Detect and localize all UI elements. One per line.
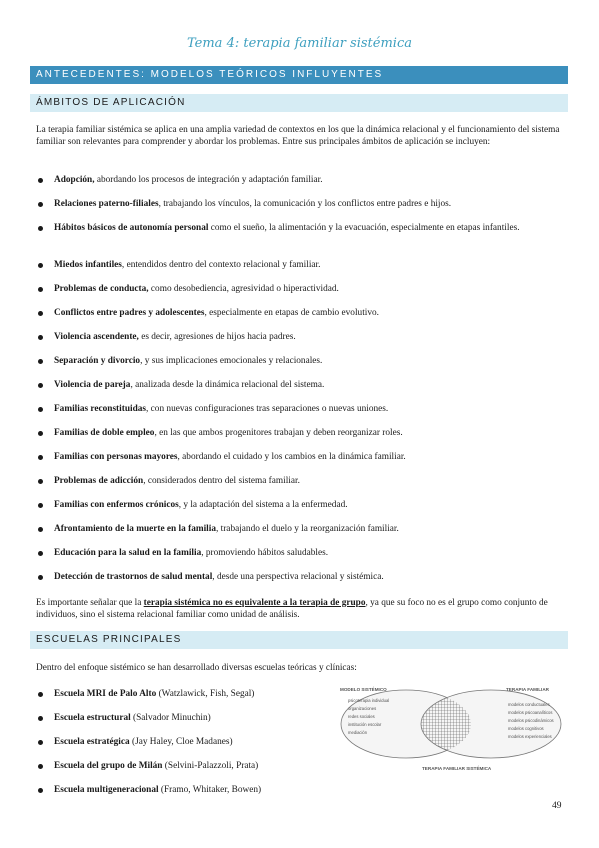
bullet-icon: [38, 692, 43, 697]
application-item: [54, 380, 534, 392]
bullet-icon: [38, 788, 43, 793]
bullet-icon: [38, 455, 43, 460]
school-item: [54, 785, 334, 797]
diagram-right-item: modelos conductuales: [508, 702, 550, 707]
diagram-left-item: institución escolar: [348, 722, 382, 727]
document-title: Tema 4: terapia familiar sistémica: [187, 36, 412, 51]
application-item: [54, 260, 534, 272]
bullet-icon: [38, 431, 43, 436]
diagram-right-item: modelos cognitivos: [508, 726, 544, 731]
bullet-icon: [38, 311, 43, 316]
item-description: , en las que ambos progenitores trabajan y deben reorganizar roles.: [154, 428, 403, 438]
item-term: Detección de trastornos de salud mental: [54, 572, 213, 582]
bullet-icon: [38, 287, 43, 292]
application-item: [54, 524, 534, 536]
item-description: , y la adaptación del sistema a la enfermedad.: [178, 500, 348, 510]
application-item: [54, 175, 534, 187]
bullet-icon: [38, 263, 43, 268]
application-item: [54, 284, 534, 296]
application-item: [54, 332, 534, 344]
bullet-icon: [38, 407, 43, 412]
item-term: Violencia ascendente,: [54, 332, 139, 342]
note-paragraph: [36, 597, 566, 621]
school-item: [54, 713, 334, 725]
school-authors: (Selvini-Palazzoli, Prata): [162, 761, 259, 771]
school-name: Escuela del grupo de Milán: [54, 761, 163, 771]
page-number: 49: [552, 801, 562, 811]
diagram-right-item: modelos experienciales: [508, 734, 552, 739]
bullet-icon: [38, 226, 43, 231]
item-term: Hábitos básicos de autonomía personal: [54, 223, 209, 233]
diagram-left-item: organizaciones: [348, 706, 377, 711]
bullet-icon: [38, 764, 43, 769]
school-item: [54, 689, 334, 701]
application-item: [54, 548, 534, 560]
application-item: [54, 356, 534, 368]
application-item: [54, 452, 534, 464]
bullet-icon: [38, 479, 43, 484]
bullet-icon: [38, 503, 43, 508]
item-term: Problemas de conducta,: [54, 284, 149, 294]
item-description: es decir, agresiones de hijos hacia padres.: [138, 332, 296, 342]
item-description: , trabajando el duelo y la reorganización familiar.: [215, 524, 399, 534]
school-name: Escuela estructural: [54, 713, 131, 723]
application-item: [54, 476, 534, 488]
item-term: Familias reconstituidas: [54, 404, 147, 414]
item-description: abordando los procesos de integración y adaptación familiar.: [94, 175, 323, 185]
item-description: , especialmente en etapas de cambio evolutivo.: [204, 308, 379, 318]
diagram-right-item: modelos psicodinámicos: [508, 718, 554, 723]
section-heading-ambitos: ÁMBITOS DE APLICACIÓN: [30, 94, 568, 112]
application-item: [54, 404, 534, 416]
schools-intro: Dentro del enfoque sistémico se han desarrollado diversas escuelas teóricas y clínicas:: [36, 663, 357, 673]
item-term: Familias con enfermos crónicos: [54, 500, 179, 510]
item-description: , abordando el cuidado y los cambios en la dinámica familiar.: [177, 452, 406, 462]
bullet-icon: [38, 527, 43, 532]
item-term: Violencia de pareja: [54, 380, 131, 390]
item-description: , y sus implicaciones emocionales y relacionales.: [140, 356, 323, 366]
diagram-bottom-label: TERAPIA FAMILIAR SISTÉMICA: [422, 766, 492, 771]
application-item: [54, 199, 534, 211]
bullet-icon: [38, 551, 43, 556]
item-term: Problemas de adicción: [54, 476, 144, 486]
item-term: Separación y divorcio: [54, 356, 141, 366]
school-item: [54, 761, 334, 773]
school-name: Escuela MRI de Palo Alto: [54, 689, 157, 699]
application-item: [54, 428, 534, 440]
item-description: , desde una perspectiva relacional y sistémica.: [212, 572, 384, 582]
item-term: Educación para la salud en la familia: [54, 548, 202, 558]
item-term: Miedos infantiles: [54, 260, 122, 270]
item-description: , considerados dentro del sistema familiar.: [143, 476, 300, 486]
bullet-icon: [38, 716, 43, 721]
diagram-right-item: modelos psicoanalíticos: [508, 710, 553, 715]
application-item: [54, 308, 534, 320]
item-term: Familias de doble empleo: [54, 428, 155, 438]
item-term: Conflictos entre padres y adolescentes: [54, 308, 205, 318]
application-item: [54, 223, 534, 235]
item-term: Adopción,: [54, 175, 95, 185]
bullet-icon: [38, 335, 43, 340]
item-description: , analizada desde la dinámica relacional del sistema.: [130, 380, 325, 390]
diagram-left-label: MODELO SISTÉMICO: [340, 687, 387, 692]
section-banner: ANTECEDENTES: MODELOS TEÓRICOS INFLUYENTES: [30, 66, 568, 84]
intro-paragraph: La terapia familiar sistémica se aplica en una amplia variedad de contextos en los que la dinámica relacional y el funcionamiento del sistema familiar son relevantes para comprender y abordar los problemas. Entre sus principales ámbitos de aplicación se incluyen:: [36, 125, 560, 147]
application-item: [54, 572, 534, 584]
school-authors: (Jay Haley, Cloe Madanes): [129, 737, 233, 747]
item-term: Afrontamiento de la muerte en la familia: [54, 524, 216, 534]
school-name: Escuela estratégica: [54, 737, 130, 747]
item-description: como desobediencia, agresividad o hiperactividad.: [148, 284, 339, 294]
note-text-start: Es importante señalar que la: [36, 598, 144, 608]
item-term: Relaciones paterno-filiales: [54, 199, 159, 209]
diagram-left-item: psicoterapia individual: [348, 698, 390, 703]
bullet-icon: [38, 178, 43, 183]
diagram-right-label: TERAPIA FAMILIAR: [506, 687, 549, 692]
item-description: , trabajando los vínculos, la comunicación y los conflictos entre padres e hijos.: [158, 199, 452, 209]
school-authors: (Salvador Minuchin): [130, 713, 211, 723]
school-authors: (Framo, Whitaker, Bowen): [158, 785, 262, 795]
item-description: , con nuevas configuraciones tras separaciones o nuevas uniones.: [146, 404, 389, 414]
systemic-model-diagram: [336, 686, 566, 774]
bullet-icon: [38, 740, 43, 745]
item-description: , entendidos dentro del contexto relacional y familiar.: [121, 260, 321, 270]
note-text-end: , ya que su foco no es el grupo como conjunto de individuos, sino el sistema relacional familiar como unidad de análisis.: [36, 598, 548, 620]
application-item: [54, 500, 534, 512]
item-term: Familias con personas mayores: [54, 452, 178, 462]
school-authors: (Watzlawick, Fish, Segal): [156, 689, 255, 699]
bullet-icon: [38, 359, 43, 364]
bullet-icon: [38, 202, 43, 207]
school-item: [54, 737, 334, 749]
diagram-left-item: mediación: [348, 730, 368, 735]
item-description: , promoviendo hábitos saludables.: [201, 548, 329, 558]
bullet-icon: [38, 575, 43, 580]
item-description: como el sueño, la alimentación y la evacuación, especialmente en etapas infantiles.: [208, 223, 520, 233]
note-emphasis: terapia sistémica no es equivalente a la terapia de grupo: [143, 598, 366, 608]
section-heading-escuelas: ESCUELAS PRINCIPALES: [30, 631, 568, 649]
school-name: Escuela multigeneracional: [54, 785, 159, 795]
bullet-icon: [38, 383, 43, 388]
diagram-left-item: redes sociales: [348, 714, 375, 719]
